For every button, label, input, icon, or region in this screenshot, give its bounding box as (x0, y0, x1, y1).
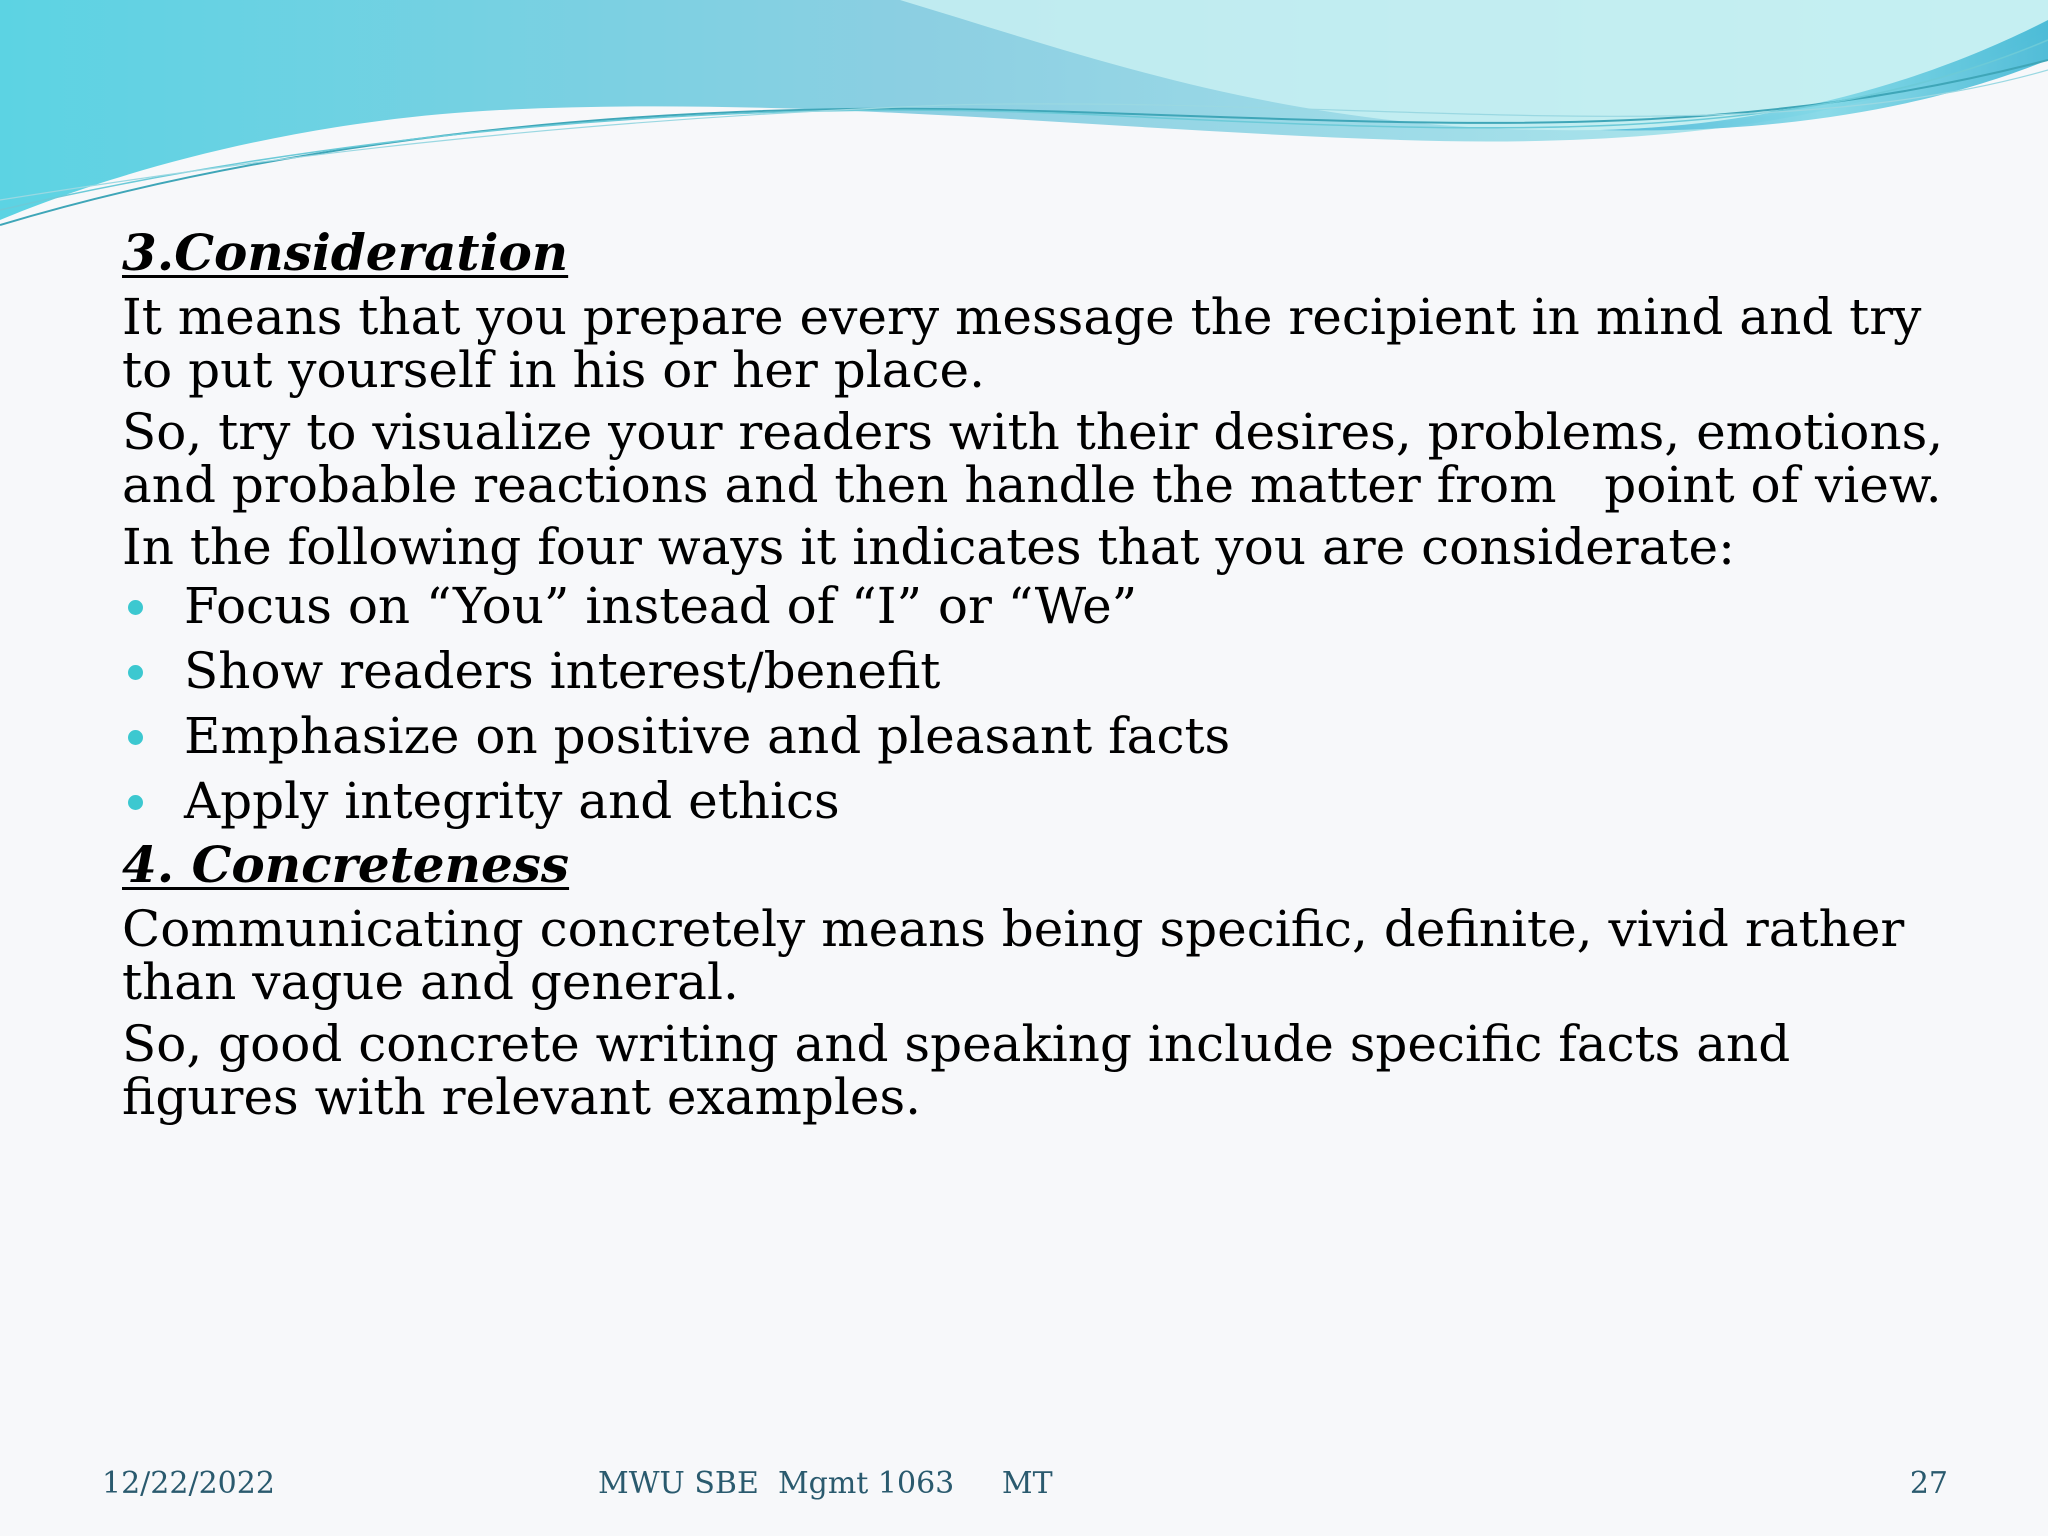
footer-page-number: 27 (1909, 1466, 1948, 1501)
bullet-text: Focus on “You” instead of “I” or “We” (184, 577, 1138, 635)
list-item (122, 769, 1952, 834)
header-wave-decoration (0, 0, 2048, 240)
footer-course-label: MWU SBE Mgmt 1063 MT (598, 1466, 1053, 1501)
footer-date: 12/22/2022 (102, 1466, 275, 1501)
concreteness-definition: Communicating concretely means being specific, definite, vivid rather than vague and general. (122, 900, 1921, 1011)
consideration-definition: It means that you prepare every message the recipient in mind and try to put yourself in his or her place. (122, 288, 1938, 399)
bullet-text: Emphasize on positive and pleasant facts (184, 707, 1231, 765)
consideration-visualize: So, try to visualize your readers with their desires, problems, emotions, and probable reactions and then handle the matter from point of view. (122, 403, 1960, 514)
list-item (122, 574, 1952, 639)
bullet-text: Show readers interest/benefit (184, 642, 941, 700)
bullet-icon (128, 730, 143, 745)
section-heading-concreteness: 4. Concreteness (122, 835, 570, 894)
bullet-icon (128, 795, 143, 810)
bullet-text: Apply integrity and ethics (184, 772, 840, 830)
list-item (122, 639, 1952, 704)
list-item (122, 704, 1952, 769)
bullet-icon (128, 665, 143, 680)
section-heading-consideration: 3.Consideration (122, 223, 569, 282)
consideration-ways-intro: In the following four ways it indicates that you are considerate: (122, 518, 1735, 576)
consideration-bullet-list (122, 574, 1952, 834)
bullet-icon (128, 600, 143, 615)
concreteness-examples: So, good concrete writing and speaking include specific facts and figures with relevant examples. (122, 1015, 1807, 1126)
slide-body (122, 222, 1960, 1133)
